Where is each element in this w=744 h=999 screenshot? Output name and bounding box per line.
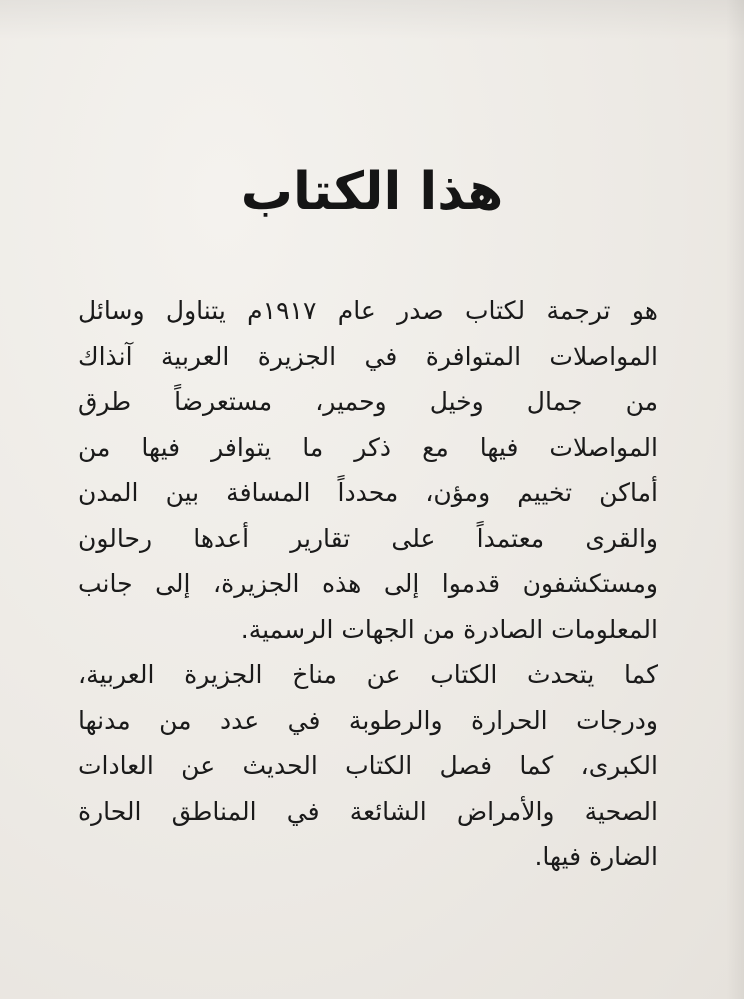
text-line: الضارة فيها.: [534, 842, 658, 871]
text-line: المواصلات المتوافرة في الجزيرة العربية آنذاك: [78, 341, 658, 371]
paragraph-1: [78, 288, 658, 652]
text-line: ودرجات الحرارة والرطوبة في عدد من مدنها: [78, 705, 658, 735]
page-shadow-top: [0, 0, 744, 40]
text-line: والقرى معتمداً على تقارير أعدها رحالون: [78, 523, 658, 553]
page-shadow-right: [726, 0, 744, 999]
body-text: [78, 288, 658, 880]
text-line: كما يتحدث الكتاب عن مناخ الجزيرة العربية،: [78, 660, 658, 689]
text-line: من جمال وخيل وحمير، مستعرضاً طرق: [78, 387, 658, 416]
text-line: أماكن تخييم ومؤن، محدداً المسافة بين المدن: [78, 478, 658, 507]
text-line: هو ترجمة لكتاب صدر عام ١٩١٧م يتناول وسائل: [78, 296, 658, 325]
text-line: المواصلات فيها مع ذكر ما يتوافر فيها من: [78, 432, 658, 462]
text-line: ومستكشفون قدموا إلى هذه الجزيرة، إلى جانب: [78, 569, 658, 598]
paragraph-2: [78, 652, 658, 880]
text-line: المعلومات الصادرة من الجهات الرسمية.: [240, 614, 658, 644]
page-title: هذا الكتاب: [240, 162, 504, 222]
text-line: الصحية والأمراض الشائعة في المناطق الحارة: [78, 796, 658, 826]
text-line: الكبرى، كما فصل الكتاب الحديث عن العادات: [78, 751, 658, 780]
